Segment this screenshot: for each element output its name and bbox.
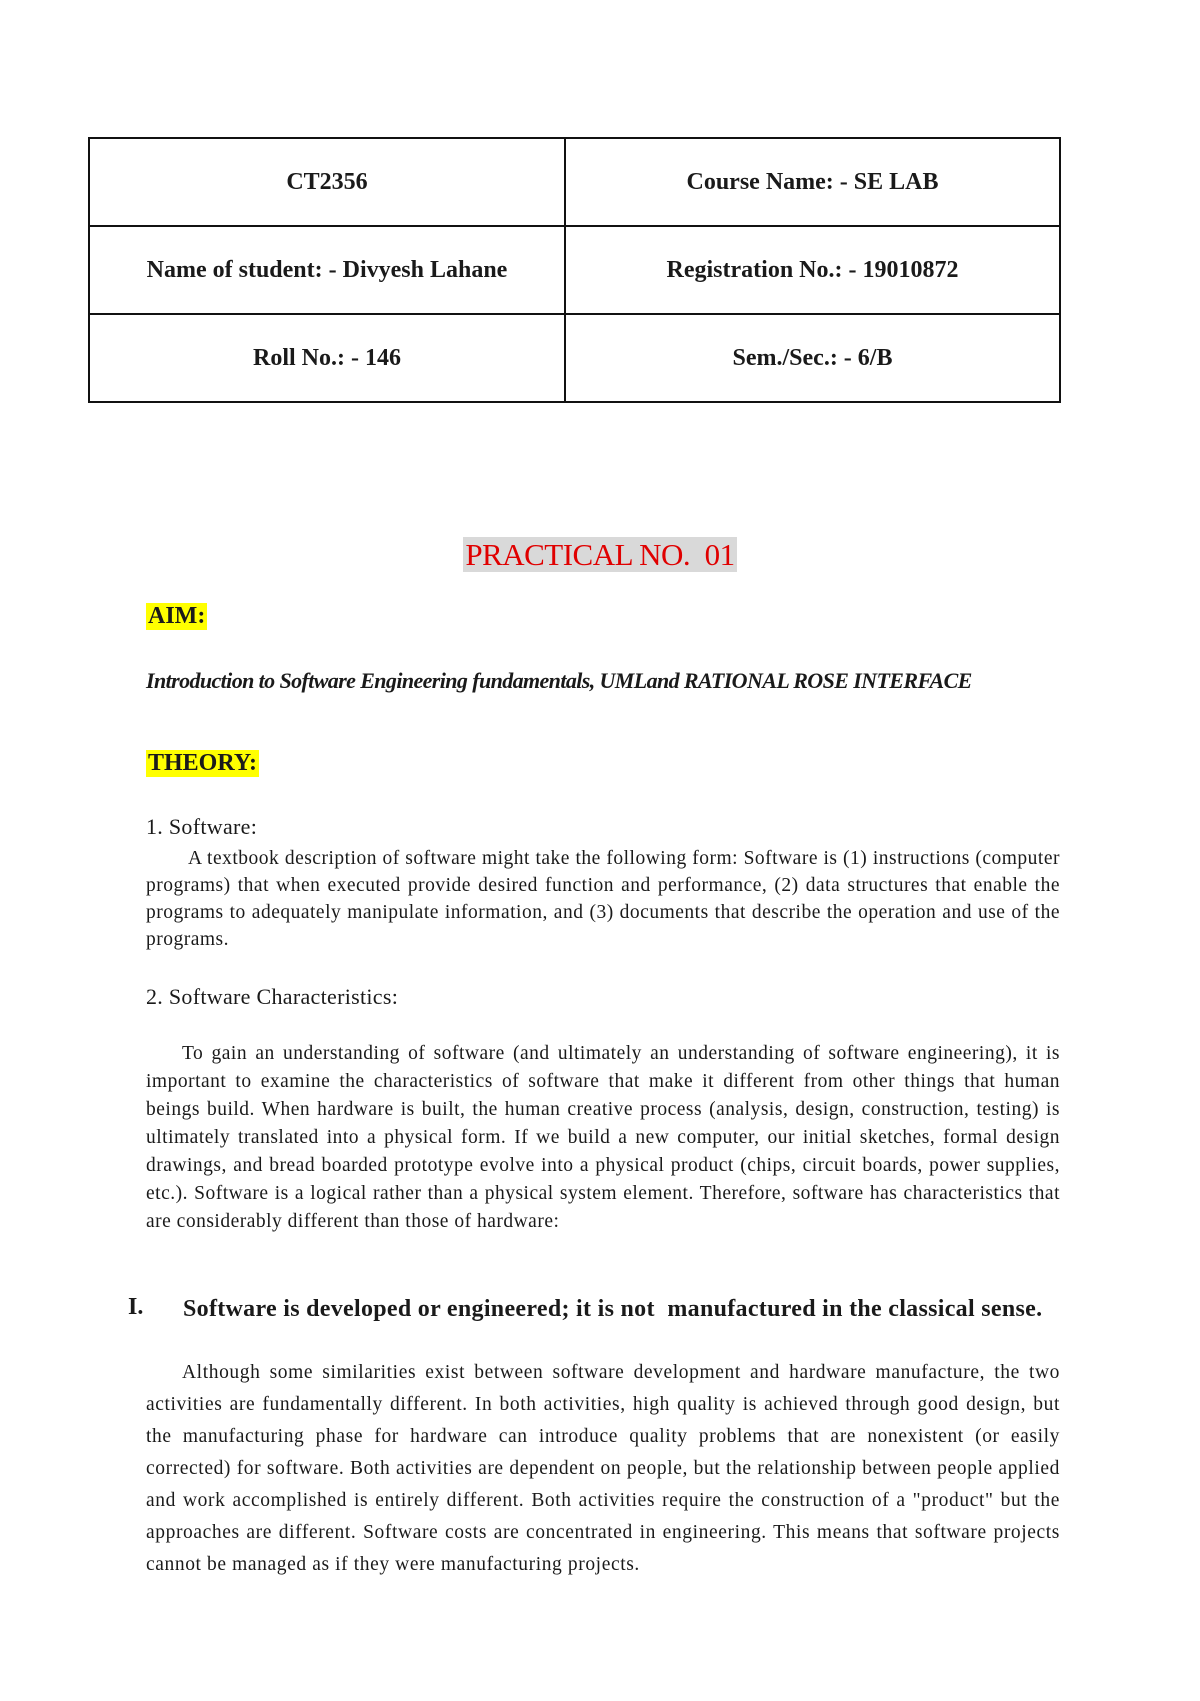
theory-label: THEORY: — [148, 750, 257, 776]
course-code-cell: CT2356 — [89, 138, 565, 226]
course-name-cell: Course Name: - SE LAB — [565, 138, 1060, 226]
point-1-paragraph: Although some similarities exist between software development and hardware manufacture, the two activities are fundamentally different. In both activities, high quality is achieved through good design, but the manufacturing phase for hardware can introduce quality problems that are nonexistent (or easily corrected) for software. Both activities are dependent on people, but the relationship between people applied and work accomplished is entirely different. Both activities require the construction of a "product" but the approaches are different. Software costs are concentrated in engineering. This means that software projects cannot be managed as if they were manufacturing projects. — [146, 1362, 1060, 1575]
practical-title: PRACTICAL NO. 01 — [465, 537, 735, 572]
section-1-title: 1. Software: — [146, 814, 258, 839]
registration-no-cell: Registration No.: - 19010872 — [565, 226, 1060, 314]
section-1-paragraph: A textbook description of software might take the following form: Software is (1) instructions (computer programs) that when executed provide desired function and performance, (2) data structures that enable the programs to adequately manipulate information, and (3) documents that describe the operation and use of the programs. — [146, 848, 1060, 950]
aim-label: AIM: — [148, 603, 206, 629]
aim-text: Introduction to Software Engineering fundamentals, UMLand RATIONAL ROSE INTERFACE — [146, 668, 972, 693]
point-1-number: I. — [128, 1294, 144, 1320]
section-2-paragraph: To gain an understanding of software (and ultimately an understanding of software engineering), it is important to examine the characteristics of software that make it different from other things that human beings build. When hardware is built, the human creative process (analysis, design, construction, testing) is ultimately translated into a physical form. If we build a new computer, our initial sketches, formal design drawings, and bread boarded prototype evolve into a physical product (chips, circuit boards, power supplies, etc.). Software is a logical rather than a physical system element. Therefore, software has characteristics that are considerably different than those of hardware: — [146, 1043, 1060, 1232]
section-2-title: 2. Software Characteristics: — [146, 984, 399, 1009]
table-row — [89, 314, 1060, 402]
roll-no-cell: Roll No.: - 146 — [89, 314, 565, 402]
table-row — [89, 138, 1060, 226]
practical-heading — [0, 537, 1200, 573]
point-1-title: Software is developed or engineered; it is not manufactured in the classical sense. — [183, 1296, 1043, 1322]
table-row — [89, 226, 1060, 314]
student-name-cell: Name of student: - Divyesh Lahane — [89, 226, 565, 314]
sem-sec-cell: Sem./Sec.: - 6/B — [565, 314, 1060, 402]
student-info-table — [88, 137, 1061, 403]
